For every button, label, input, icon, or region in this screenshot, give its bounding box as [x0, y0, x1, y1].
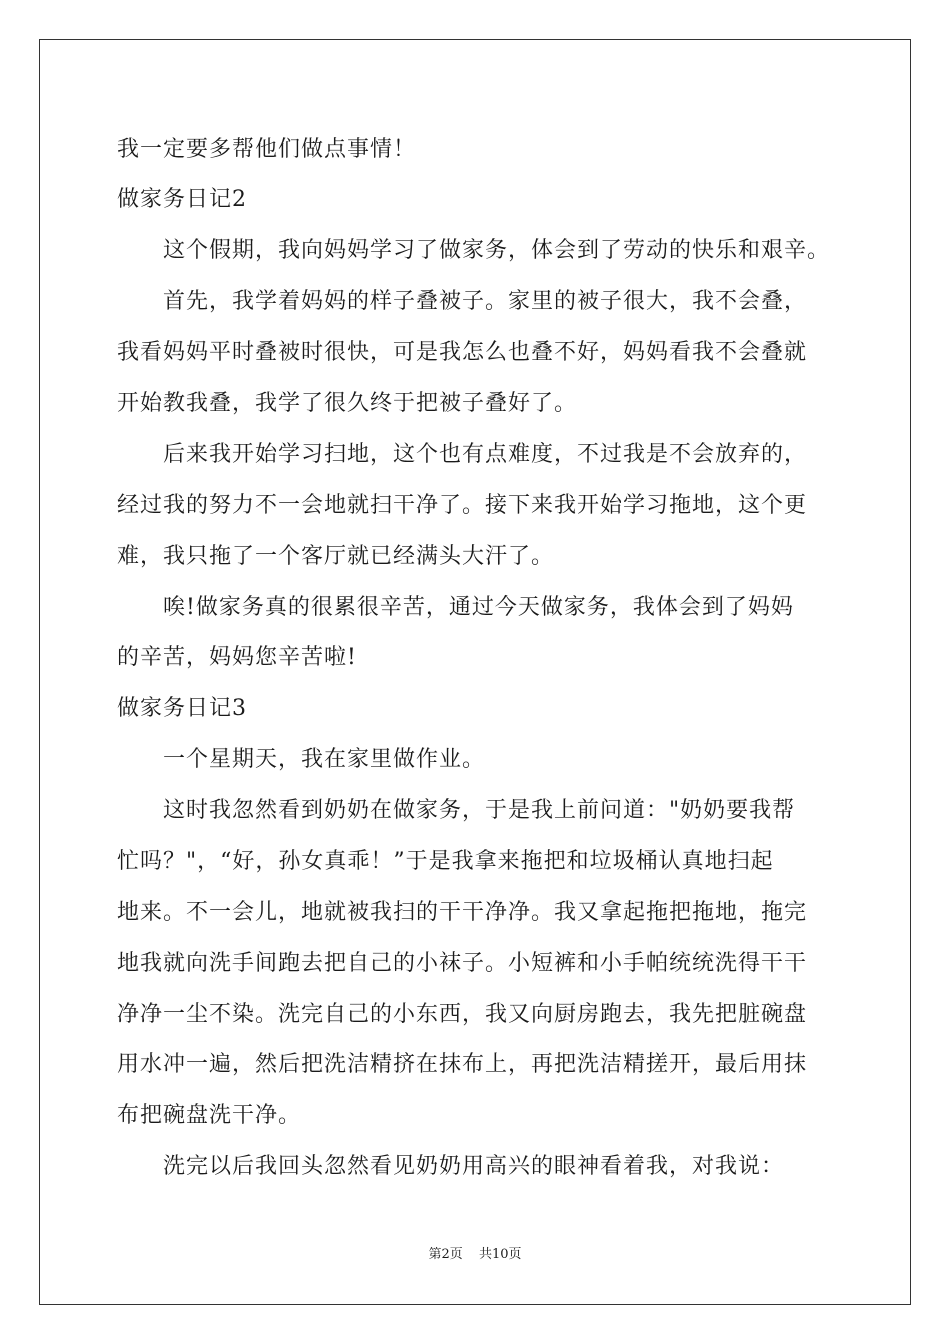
text-line: 用水冲一遍，然后把洗洁精挤在抹布上，再把洗洁精搓开，最后用抹 [117, 1052, 808, 1077]
page-total: 共10页 [478, 1247, 522, 1262]
text-line: 洗完以后我回头忽然看见奶奶用高兴的眼神看着我，对我说： [163, 1154, 785, 1179]
text-line: 这个假期，我向妈妈学习了做家务，体会到了劳动的快乐和艰辛。 [163, 238, 831, 263]
text-line: 经过我的努力不一会地就扫干净了。接下来我开始学习拖地，这个更 [117, 493, 808, 518]
text-line: 地来。不一会儿，地就被我扫的干干净净。我又拿起拖把拖地，拖完 [117, 900, 808, 925]
text-line: 忙吗？"，“好，孙女真乖！”于是我拿来拖把和垃圾桶认真地扫起 [117, 849, 774, 874]
text-line: 首先，我学着妈妈的样子叠被子。家里的被子很大，我不会叠， [163, 289, 808, 314]
text-line: 地我就向洗手间跑去把自己的小袜子。小短裤和小手帕统统洗得干干 [117, 951, 808, 976]
text-line: 一个星期天，我在家里做作业。 [163, 747, 486, 772]
text-line: 唉!做家务真的很累很辛苦，通过今天做家务，我体会到了妈妈 [163, 595, 794, 620]
text-line: 我一定要多帮他们做点事情！ [117, 137, 417, 162]
text-line: 后来我开始学习扫地，这个也有点难度，不过我是不会放弃的， [163, 442, 808, 467]
text-line: 净净一尘不染。洗完自己的小东西，我又向厨房跑去，我先把脏碗盘 [117, 1002, 808, 1027]
text-line: 难，我只拖了一个客厅就已经满头大汗了。 [117, 544, 555, 569]
text-line: 开始教我叠，我学了很久终于把被子叠好了。 [117, 391, 578, 416]
page-number: 第2页 [428, 1247, 463, 1262]
text-line: 的辛苦，妈妈您辛苦啦! [117, 645, 357, 670]
page-footer [0, 1246, 950, 1264]
text-line: 这时我忽然看到奶奶在做家务，于是我上前问道："奶奶要我帮 [163, 798, 796, 823]
text-line: 我看妈妈平时叠被时很快，可是我怎么也叠不好，妈妈看我不会叠就 [117, 340, 808, 365]
text-line: 布把碗盘洗干净。 [117, 1103, 302, 1128]
diary-heading-2: 做家务日记2 [117, 187, 247, 212]
diary-heading-3: 做家务日记3 [117, 696, 247, 721]
